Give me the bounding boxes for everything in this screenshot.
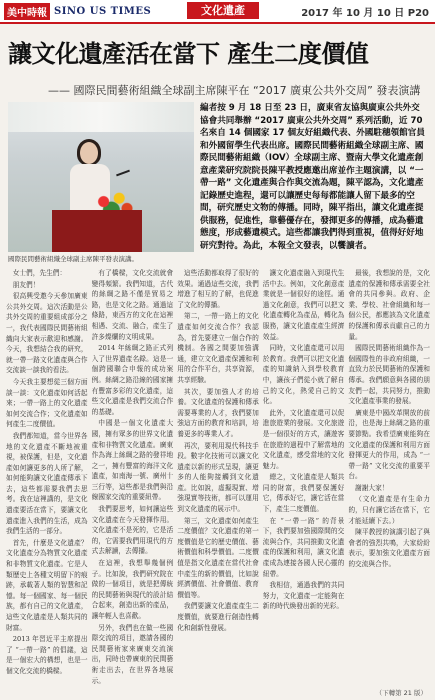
paragraph: 再次，要利用現代科技手段。數字化技術可以讓文化遺產以新的形式呈現，讓更多的人能夠接觸到文化遺產。比如說，虛擬現實、增強現實等技術，都可以運用到文化遺產的展示中。 — [177, 441, 259, 514]
paragraph: 很高興受邀今天參加廣東公共外交周。這次活動是公共外交周的重要組成部分之一，我代表國際民間藝術組織向大家表示歡迎和感謝。今天，我想結合我的研究，就一帶一路文化遺產與合作交流談一談我的看法。 — [6, 292, 88, 375]
speaker-head — [80, 142, 98, 164]
paragraph: 2014 年絲綢之路正式列入了世界遺產名錄。這是一個跨國聯合申報的成功案例。絲綢之路沿線的國家擁有豐富多彩的文化遺產，這些文化遺產是我們交流合作的基礎。 — [91, 344, 174, 416]
paragraph: 在 “一帶一路” 的背景下，我們要加強國際間的交流與合作，共同推動文化遺產的保護和利用，讓文化遺產成為連接各國人民心靈的紐帶。 — [262, 516, 345, 578]
paragraph: 總之，文化遺產是人類共同的財富，我們要保護好它，傳承好它，讓它活在當下，產生二度價值。 — [262, 473, 345, 514]
editor-note-text: 編者按 9 月 18 日至 23 日，廣東省友協與廣東公共外交協會共同舉辦 “2017 廣東公共外交周” 系列活動，近 70 名來自 14 個國家 17 個友好組織代表、外國駐穗領館官員和外國留學生代表出席。國際民間藝術組織全球副主席、國際民間藝術組織（IOV）全球副主席、暨南大學文化遺產創意產業研究院院長陳平教授應邀出席並作主題演講，以 “一帶一路” 文化遺產與合作與交流為題，陳平認為，文化遺產記錄歷史進程，還可以讓歷史每每都能讓人留下最多的空間，研究歷史文物的傳播。同時，陳平指出，讓文化遺產提供服務，促進性，靠藝優存在，發揮更多的傳播，成為藝遺態度，形成藝遺模式。這些都讓我們得到重視，值得好好地研究對待。為此，本報全文發表，以饗讀者。 — [200, 103, 425, 251]
paragraph: 另外，我們也在做一些國際交流的項目，邀請各國的民間藝術家來廣東交流演出，同時也帶廣東的民間藝術走出去，在世界各地展示。 — [91, 623, 174, 685]
paragraph: 最後，我想說的是，文化遺產的保護和傳承需要全社會的共同參與。政府、企業、學校、社會組織和每一個公民，都應該為文化遺產的保護和傳承貢獻自己的力量。 — [348, 269, 430, 341]
paragraph: 我們都知道，當今世界各地的文化遺產不斷地被重視，被保護，但是，文化遺產如何讓更多的人所了解，如何能夠讓文化遺產傳承下去，這些都需要我們去思考。我在這裡講的，是文化遺產要活在當下，要讓文化遺產進入我們的生活，成為我們生活的一部分。 — [6, 431, 88, 536]
paragraph: 女士們，先生們： — [12, 269, 67, 277]
masthead — [0, 0, 435, 24]
paragraph: 我相信，通過我們的共同努力，文化遺產一定能夠在新的時代煥發出新的光彩。 — [262, 581, 345, 611]
paragraph: 謝謝大家！ — [355, 483, 389, 492]
photo-caption: 國際民間藝術組織全球副主席陳平發表演講。 — [8, 255, 138, 263]
body-column-2 — [92, 268, 174, 686]
paragraph: 此外，文化遺產還可以促進旅遊業的發展。文化旅遊是一個很好的方式，讓遊客在旅遊的過程中了解當地的文化遺產，感受當地的文化魅力。 — [262, 408, 345, 470]
paragraph: 第二，一帶一路上的文化遺產如何交流合作？我認為，首先要建立一個合作的機制。各國之間要加強溝通，建立文化遺產保護和利用的合作平台，共享資源，共享經驗。 — [177, 312, 259, 384]
paragraph: 我們要讓文化遺產產生二度價值，就要進行創造性轉化和創新性發展。 — [177, 602, 259, 632]
section-tag: 文化遺產 — [187, 2, 259, 19]
body-column-1 — [6, 268, 88, 686]
continued-note: （下轉第 21 版） — [375, 689, 427, 697]
article-photo — [8, 102, 194, 252]
paragraph: 國際民間藝術組織作為一個國際性的非政府組織，一直致力於民間藝術的保護和傳承。我們願意與各國的朋友們一起，共同努力，推動文化遺產事業的發展。 — [348, 344, 430, 406]
photo-backdrop — [8, 102, 194, 132]
paragraph: 今天我主要想從三個方面談一談：文化遺產如何活起來；一帶一路上的文化遺產如何交流合作；文化遺產如何產生二度價值。 — [6, 377, 88, 429]
paragraph: 我們要思考，如何讓這些文化遺產在今天發揮作用。文化遺產不是死的，它是活的，它需要我們用現代的方式去解讀，去傳播。 — [91, 505, 174, 556]
body-column-5 — [348, 268, 430, 686]
paragraph: （文化遺產是有生命力的，只有讓它活在當下，它才能延續下去。） — [348, 495, 430, 525]
article-body — [6, 268, 430, 686]
paragraph: 在這裡，我想舉幾個例子。比如說，我們研究院在做的一個項目，就是把傳統的民間藝術與現代的設計結合起來，創造出新的產品，讓年輕人也喜歡。 — [91, 559, 174, 620]
subheadline: —— 國際民間藝術組織全球副主席陳平在 “2017 廣東公共外交周” 發表演講 — [48, 84, 421, 97]
paragraph: 2013 年習近平主席提出了 “一帶一路” 的倡議，這是一個宏大的構想，也是一個文化交流的橋樑。 — [6, 635, 88, 675]
dateline: 2017 年 10 月 10 日 P20 — [301, 8, 429, 19]
paragraph: 廣東是中國改革開放的前沿，也是海上絲綢之路的重要節點。我希望廣東能夠在文化遺產的保護和利用方面發揮更大的作用，成為 “一帶一路” 文化交流的重要平台。 — [348, 408, 430, 481]
brand-logo — [4, 3, 151, 19]
headline: 讓文化遺產活在當下 產生二度價值 — [8, 40, 369, 68]
paragraph: 朋友們！ — [12, 280, 40, 289]
paragraph: 陳平教授的演講引起了與會者的強烈共鳴，大家紛紛表示，要加強文化遺產方面的交流與合作。 — [348, 528, 430, 569]
paragraph: 首先，什麼是文化遺產？文化遺產分為物質文化遺產和非物質文化遺產。它是人類歷史上各種文明留下的痕跡，承載著人類的智慧和記憶。每一個國家、每一個民族，都有自己的文化遺產，這些文化遺產是人類共同的財富。 — [6, 538, 88, 632]
editor-note — [200, 102, 428, 252]
body-column-3 — [177, 268, 259, 686]
paragraph: 其次，要加強人才的培養。文化遺產的保護和傳承需要專業的人才，我們要加強這方面的教育和培訓，培養更多的專業人才。 — [177, 387, 259, 438]
paragraph: 同時，文化遺產還可以用於教育。我們可以把文化遺產的知識納入到學校教育中，讓孩子們從小就了解自己的文化，熱愛自己的文化。 — [262, 344, 345, 406]
paragraph: 這些活動都取得了很好的效果。通過這些交流，我們增進了相互的了解，也促進了文化的傳播。 — [177, 269, 259, 309]
microphone — [116, 170, 130, 177]
brand-name-english: SINO US TIMES — [54, 5, 152, 17]
podium — [52, 210, 142, 252]
paragraph: 讓文化遺產融入到現代生活中去。例如，文化創意產業就是一個很好的途徑。通過文化創意，我們可以把文化遺產轉化為產品，轉化為服務，讓文化遺產產生經濟效益。 — [262, 269, 345, 341]
paragraph: 中國是一個文化遺產大國，擁有眾多的世界文化遺產和非物質文化遺產。廣東作為海上絲綢之路的發祥地之一，擁有豐富的海洋文化遺產，如南海一號、廣州十三行等，這些都是我們與沿線國家交流的重要紐帶。 — [91, 419, 174, 502]
paragraph: 第三，文化遺產如何產生二度價值？文化遺產的第一度價值是它的歷史價值、藝術價值和科學價值。二度價值是指文化遺產在當代社會中產生的新的價值，比如說經濟價值、社會價值、教育價值等。 — [177, 516, 259, 599]
body-column-4 — [263, 268, 345, 686]
brand-name-chinese: 美中時報 — [4, 3, 50, 20]
paragraph: 有了橋樑，文化交流就會變得頻繁。我們知道，古代的絲綢之路不僅是貿易之路，也是文化之路。通過這條路，東西方的文化在這裡相遇、交流、融合，產生了許多燦爛的文明成果。 — [91, 269, 174, 341]
